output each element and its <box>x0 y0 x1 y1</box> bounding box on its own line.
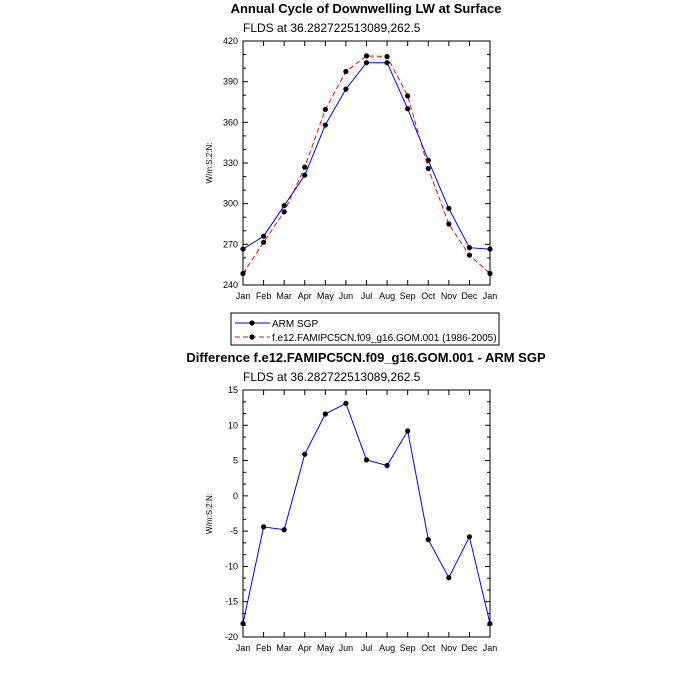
top-xtick-label: Jan <box>482 291 498 301</box>
top-series-0-point <box>282 203 287 208</box>
top-xtick-label: May <box>316 291 334 301</box>
top-series-1-point <box>446 221 451 226</box>
top-xtick-label: Oct <box>421 291 436 301</box>
bottom-ytick-label: 0 <box>232 490 238 501</box>
bottom-xtick-label: Jul <box>360 643 373 653</box>
top-series-1-point <box>487 271 492 276</box>
top-ylabel: W/m:S:2:N: <box>205 142 214 184</box>
top-series-0-point <box>364 60 369 65</box>
bottom-plot-frame <box>243 390 490 637</box>
bottom-xtick-label: Jan <box>235 643 251 653</box>
top-ytick-label: 300 <box>222 198 238 209</box>
top-series-line-1 <box>243 56 490 274</box>
top-plot-frame <box>243 41 490 285</box>
bottom-xtick-label: Apr <box>297 643 312 653</box>
bottom-series-0-point <box>302 452 307 457</box>
top-chart-title: Annual Cycle of Downwelling LW at Surface <box>230 1 502 16</box>
top-series-1-point <box>384 54 389 59</box>
bottom-xtick-label: Jan <box>482 643 498 653</box>
bottom-ytick-label: -5 <box>229 526 238 537</box>
top-series-0-point <box>487 246 492 251</box>
bottom-xtick-label: Jun <box>338 643 354 653</box>
bottom-series-0-point <box>467 534 472 539</box>
bottom-series-0-point <box>364 457 369 462</box>
bottom-series-0-point <box>426 537 431 542</box>
top-ytick-label: 270 <box>222 239 238 250</box>
top-xtick-label: Jun <box>338 291 354 301</box>
top-xtick-label: Jan <box>235 291 251 301</box>
top-series-1-point <box>323 107 328 112</box>
bottom-series-0-point <box>487 621 492 626</box>
top-series-0-point <box>467 245 472 250</box>
top-series-0-point <box>240 246 245 251</box>
bottom-ytick-label: 15 <box>227 385 238 395</box>
top-xtick-label: Sep <box>399 291 416 301</box>
legend-label-arm: ARM SGP <box>272 319 319 330</box>
bottom-ytick-label: 10 <box>227 420 238 431</box>
top-chart-subtitle: FLDS at 36.282722513089,262.5 <box>243 21 421 35</box>
top-series-line-0 <box>243 63 490 249</box>
bottom-xtick-label: Dec <box>461 643 478 653</box>
bottom-xtick-label: Nov <box>440 643 457 653</box>
bottom-series-line-0 <box>243 403 490 623</box>
bottom-ytick-label: -10 <box>224 561 238 572</box>
top-series-1-point <box>302 164 307 169</box>
bottom-series-0-point <box>405 428 410 433</box>
top-xtick-label: Aug <box>379 291 396 301</box>
top-xtick-label: Dec <box>461 291 478 301</box>
bottom-chart-title: Difference f.e12.FAMIPC5CN.f09_g16.GOM.001 - ARM SGP <box>186 350 546 365</box>
bottom-series-0-point <box>343 401 348 406</box>
bottom-series-0-point <box>323 411 328 416</box>
top-ytick-label: 390 <box>222 76 238 87</box>
bottom-series-0-point <box>384 463 389 468</box>
legend-marker-arm <box>249 320 254 325</box>
top-xtick-label: Feb <box>255 291 272 301</box>
bottom-xtick-label: May <box>316 643 334 653</box>
top-series-1-point <box>240 271 245 276</box>
top-series-1-point <box>426 166 431 171</box>
bottom-ytick-label: 5 <box>232 455 238 466</box>
legend <box>231 313 499 345</box>
top-series-0-point <box>302 173 307 178</box>
top-series-0-point <box>261 234 266 239</box>
bottom-series-0-point <box>261 524 266 529</box>
top-xtick-label: Mar <box>276 291 292 301</box>
top-series-1-point <box>364 53 369 58</box>
top-ytick-label: 330 <box>222 158 238 168</box>
top-xtick-label: Nov <box>440 291 457 301</box>
top-series-0-point <box>405 106 410 111</box>
bottom-series-0-point <box>282 527 287 532</box>
top-series-1-point <box>467 253 472 258</box>
top-ytick-label: 420 <box>222 36 238 46</box>
bottom-xtick-label: Sep <box>399 643 416 653</box>
bottom-series-0-point <box>446 575 451 580</box>
bottom-xtick-label: Oct <box>421 643 436 653</box>
top-xtick-label: Apr <box>297 291 312 301</box>
bottom-xtick-label: Aug <box>379 643 396 653</box>
top-ytick-label: 240 <box>222 280 238 290</box>
top-series-0-point <box>384 60 389 65</box>
top-series-0-point <box>446 206 451 211</box>
bottom-ytick-label: -20 <box>224 632 238 642</box>
bottom-chart-subtitle: FLDS at 36.282722513089,262.5 <box>243 370 421 384</box>
top-series-1-point <box>405 93 410 98</box>
legend-marker-model <box>249 334 254 339</box>
top-ytick-label: 360 <box>222 117 238 128</box>
top-series-1-point <box>343 69 348 74</box>
bottom-xtick-label: Feb <box>255 643 272 653</box>
top-xtick-label: Jul <box>360 291 373 301</box>
top-series-0-point <box>343 87 348 92</box>
top-plot-area <box>205 36 497 301</box>
bottom-ytick-label: -15 <box>224 596 238 607</box>
top-series-0-point <box>323 122 328 127</box>
bottom-ylabel: W/m:S:2:N: <box>205 493 214 534</box>
top-series-1-point <box>261 240 266 245</box>
top-series-1-point <box>282 209 287 214</box>
bottom-plot-area <box>205 385 497 653</box>
bottom-xtick-label: Mar <box>276 643 292 653</box>
bottom-series-0-point <box>240 621 245 626</box>
legend-label-model: f.e12.FAMIPC5CN.f09_g16.GOM.001 (1986-2005) <box>272 333 497 344</box>
